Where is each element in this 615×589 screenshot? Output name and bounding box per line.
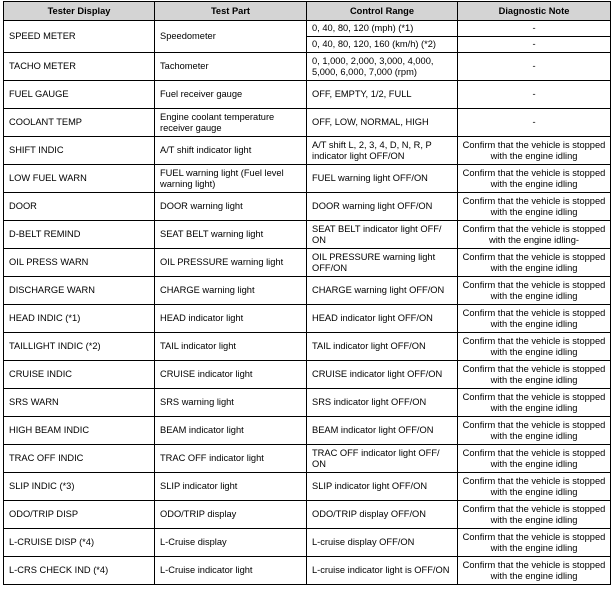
table-row <box>4 473 611 501</box>
cell-test-part: DOOR warning light <box>155 193 307 221</box>
cell-tester-display: FUEL GAUGE <box>4 81 155 109</box>
cell-test-part: SRS warning light <box>155 389 307 417</box>
cell-control-range: SEAT BELT indicator light OFF/ ON <box>307 221 458 249</box>
cell-tester-display: ODO/TRIP DISP <box>4 501 155 529</box>
cell-test-part: TRAC OFF indicator light <box>155 445 307 473</box>
cell-control-range: OFF, LOW, NORMAL, HIGH <box>307 109 458 137</box>
cell-diagnostic-note: Confirm that the vehicle is stopped with the engine idling <box>458 417 611 445</box>
table-row <box>4 81 611 109</box>
cell-tester-display: TRAC OFF INDIC <box>4 445 155 473</box>
cell-control-range: 0, 40, 80, 120, 160 (km/h) (*2) <box>307 37 458 53</box>
table-row <box>4 305 611 333</box>
cell-control-range: 0, 40, 80, 120 (mph) (*1) <box>307 21 458 37</box>
cell-diagnostic-note: - <box>458 53 611 81</box>
cell-control-range: L-cruise display OFF/ON <box>307 529 458 557</box>
cell-tester-display: SRS WARN <box>4 389 155 417</box>
cell-test-part: A/T shift indicator light <box>155 137 307 165</box>
cell-control-range: 0, 1,000, 2,000, 3,000, 4,000, 5,000, 6,000, 7,000 (rpm) <box>307 53 458 81</box>
table-row <box>4 557 611 585</box>
cell-control-range: SRS indicator light OFF/ON <box>307 389 458 417</box>
cell-tester-display: L-CRUISE DISP (*4) <box>4 529 155 557</box>
cell-test-part: Fuel receiver gauge <box>155 81 307 109</box>
header-row <box>4 2 611 21</box>
cell-diagnostic-note: Confirm that the vehicle is stopped with the engine idling <box>458 389 611 417</box>
cell-tester-display: COOLANT TEMP <box>4 109 155 137</box>
table-row <box>4 249 611 277</box>
cell-tester-display: HEAD INDIC (*1) <box>4 305 155 333</box>
cell-control-range: SLIP indicator light OFF/ON <box>307 473 458 501</box>
table-row <box>4 277 611 305</box>
cell-test-part: CRUISE indicator light <box>155 361 307 389</box>
cell-tester-display: SHIFT INDIC <box>4 137 155 165</box>
cell-control-range: TRAC OFF indicator light OFF/ ON <box>307 445 458 473</box>
cell-tester-display: SPEED METER <box>4 21 155 53</box>
cell-test-part: L-Cruise display <box>155 529 307 557</box>
cell-control-range: CRUISE indicator light OFF/ON <box>307 361 458 389</box>
cell-control-range: L-cruise indicator light is OFF/ON <box>307 557 458 585</box>
cell-test-part: Tachometer <box>155 53 307 81</box>
cell-control-range: OIL PRESSURE warning light OFF/ON <box>307 249 458 277</box>
table-row <box>4 21 611 37</box>
cell-control-range: ODO/TRIP display OFF/ON <box>307 501 458 529</box>
cell-test-part: SEAT BELT warning light <box>155 221 307 249</box>
tester-display-table <box>3 1 611 585</box>
cell-control-range: TAIL indicator light OFF/ON <box>307 333 458 361</box>
cell-diagnostic-note: - <box>458 21 611 37</box>
cell-test-part: BEAM indicator light <box>155 417 307 445</box>
table-row <box>4 501 611 529</box>
cell-test-part: TAIL indicator light <box>155 333 307 361</box>
cell-diagnostic-note: - <box>458 109 611 137</box>
table-row <box>4 417 611 445</box>
cell-diagnostic-note: Confirm that the vehicle is stopped with the engine idling <box>458 193 611 221</box>
cell-control-range: BEAM indicator light OFF/ON <box>307 417 458 445</box>
cell-test-part: SLIP indicator light <box>155 473 307 501</box>
cell-diagnostic-note: Confirm that the vehicle is stopped with the engine idling <box>458 137 611 165</box>
cell-tester-display: DOOR <box>4 193 155 221</box>
cell-test-part: ODO/TRIP display <box>155 501 307 529</box>
cell-diagnostic-note: Confirm that the vehicle is stopped with the engine idling <box>458 529 611 557</box>
cell-control-range: OFF, EMPTY, 1/2, FULL <box>307 81 458 109</box>
table-row <box>4 361 611 389</box>
cell-diagnostic-note: Confirm that the vehicle is stopped with the engine idling <box>458 305 611 333</box>
cell-tester-display: HIGH BEAM INDIC <box>4 417 155 445</box>
header-tester-display: Tester Display <box>4 2 155 21</box>
cell-tester-display: DISCHARGE WARN <box>4 277 155 305</box>
cell-tester-display: D-BELT REMIND <box>4 221 155 249</box>
table-row <box>4 109 611 137</box>
cell-tester-display: L-CRS CHECK IND (*4) <box>4 557 155 585</box>
cell-tester-display: SLIP INDIC (*3) <box>4 473 155 501</box>
cell-control-range: DOOR warning light OFF/ON <box>307 193 458 221</box>
cell-test-part: CHARGE warning light <box>155 277 307 305</box>
cell-tester-display: LOW FUEL WARN <box>4 165 155 193</box>
cell-tester-display: CRUISE INDIC <box>4 361 155 389</box>
table-row <box>4 529 611 557</box>
cell-diagnostic-note: Confirm that the vehicle is stopped with the engine idling <box>458 445 611 473</box>
header-diagnostic-note: Diagnostic Note <box>458 2 611 21</box>
table-row <box>4 221 611 249</box>
cell-diagnostic-note: Confirm that the vehicle is stopped with the engine idling <box>458 361 611 389</box>
cell-diagnostic-note: Confirm that the vehicle is stopped with the engine idling <box>458 165 611 193</box>
cell-tester-display: OIL PRESS WARN <box>4 249 155 277</box>
table-row <box>4 333 611 361</box>
cell-test-part: Speedometer <box>155 21 307 53</box>
header-control-range: Control Range <box>307 2 458 21</box>
cell-tester-display: TAILLIGHT INDIC (*2) <box>4 333 155 361</box>
cell-control-range: HEAD indicator light OFF/ON <box>307 305 458 333</box>
cell-control-range: CHARGE warning light OFF/ON <box>307 277 458 305</box>
cell-diagnostic-note: Confirm that the vehicle is stopped with the engine idling <box>458 557 611 585</box>
cell-test-part: L-Cruise indicator light <box>155 557 307 585</box>
cell-diagnostic-note: Confirm that the vehicle is stopped with the engine idling <box>458 473 611 501</box>
table-row <box>4 165 611 193</box>
cell-test-part: FUEL warning light (Fuel level warning light) <box>155 165 307 193</box>
cell-diagnostic-note: Confirm that the vehicle is stopped with the engine idling <box>458 501 611 529</box>
table-row <box>4 445 611 473</box>
cell-diagnostic-note: Confirm that the vehicle is stopped with the engine idling <box>458 277 611 305</box>
cell-diagnostic-note: Confirm that the vehicle is stopped with the engine idling <box>458 249 611 277</box>
cell-diagnostic-note: - <box>458 37 611 53</box>
cell-diagnostic-note: Confirm that the vehicle is stopped with the engine idling- <box>458 221 611 249</box>
table-row <box>4 389 611 417</box>
table-row <box>4 53 611 81</box>
cell-diagnostic-note: - <box>458 81 611 109</box>
table-row <box>4 193 611 221</box>
cell-diagnostic-note: Confirm that the vehicle is stopped with the engine idling <box>458 333 611 361</box>
table-row <box>4 137 611 165</box>
header-test-part: Test Part <box>155 2 307 21</box>
cell-control-range: FUEL warning light OFF/ON <box>307 165 458 193</box>
cell-test-part: OIL PRESSURE warning light <box>155 249 307 277</box>
cell-test-part: HEAD indicator light <box>155 305 307 333</box>
cell-control-range: A/T shift L, 2, 3, 4, D, N, R, P indicator light OFF/ON <box>307 137 458 165</box>
cell-tester-display: TACHO METER <box>4 53 155 81</box>
cell-test-part: Engine coolant temperature receiver gauge <box>155 109 307 137</box>
